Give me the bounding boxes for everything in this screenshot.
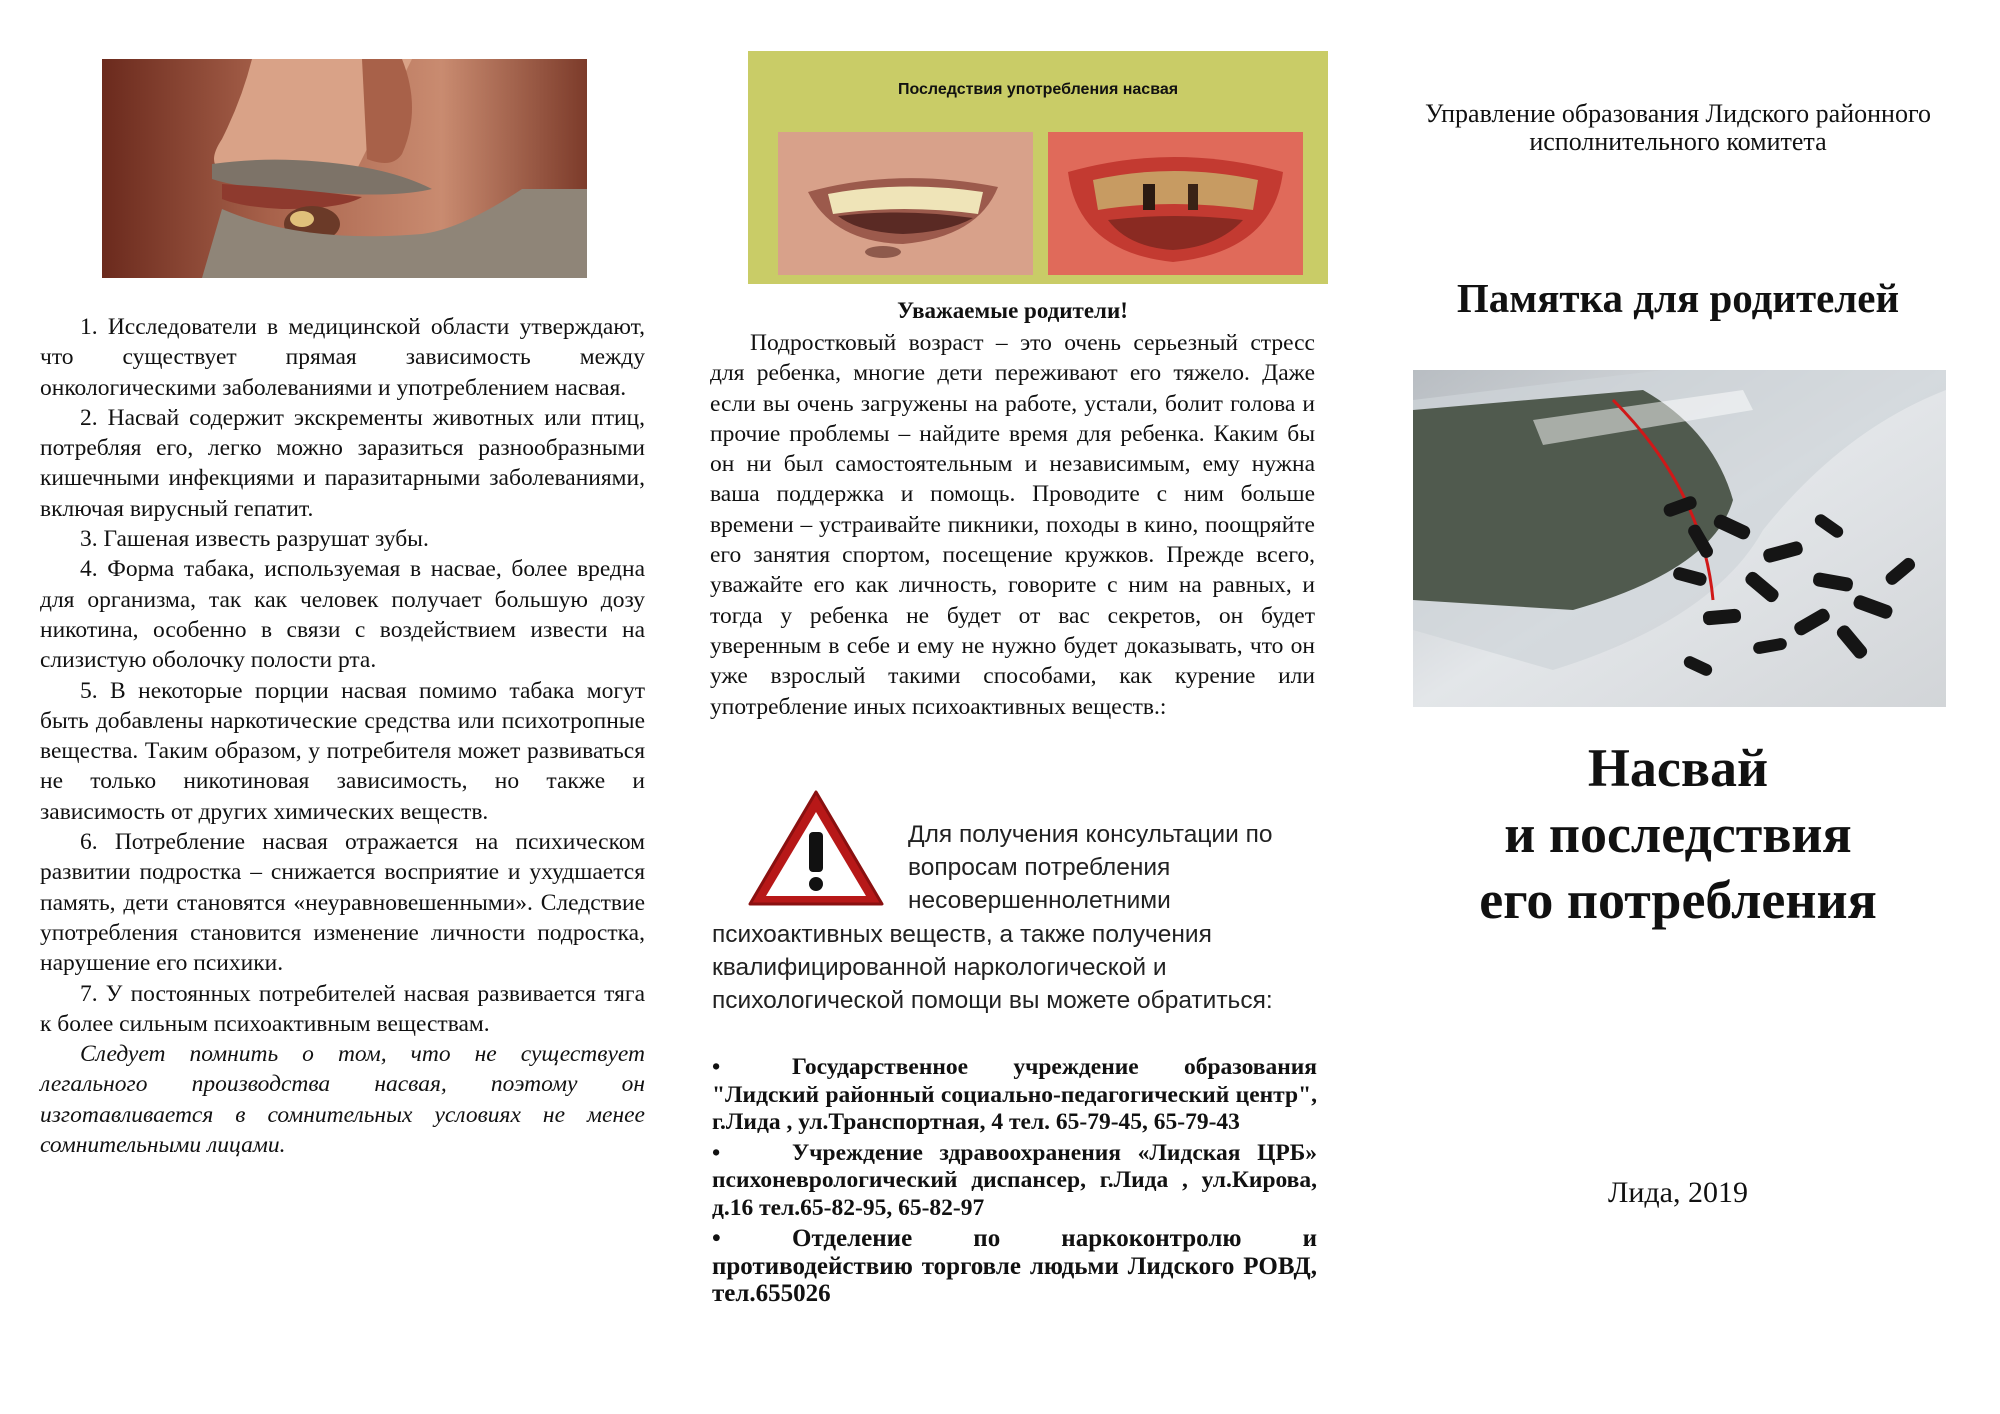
greeting-heading: Уважаемые родители! (897, 298, 1128, 323)
mouth-photo-left (778, 132, 1033, 275)
parents-column (710, 296, 1315, 722)
fact-item: 1. Исследователи в медицинской области утверждают, что существует прямая зависимость между онкологическими заболеваниями и употреблением насвая. (40, 314, 645, 401)
consult-lead: Для получения консультации по вопросам потребления несовершеннолетними (908, 821, 1273, 915)
photo-caption: Последствия употребления насвая (897, 81, 1179, 98)
department-name: Управление образования Лидского районного исполнительного комитета (1425, 99, 1931, 156)
warning-note: Следует помнить о том, что не существует легального производства насвая, поэтому он изготавливается в сомнительных условиях не менее сомнительными лицами. (40, 1041, 645, 1159)
main-title (1408, 735, 1948, 933)
consultation-text (712, 818, 1317, 1017)
fact-item: 4. Форма табака, используемая в насвае, более вредна для организма, так как человек получает большую дозу никотина, особенно в связи с воздействием извести на слизистую оболочку полости рта. (40, 556, 645, 674)
fact-item: 3. Гашеная известь разрушат зубы. (80, 526, 429, 553)
lips-lesion-photo (102, 59, 587, 278)
city-year: Лида, 2019 (1608, 1176, 1748, 1209)
mouth-photo-right (1048, 132, 1303, 275)
organizations-list (712, 1054, 1317, 1308)
org-item: • Отделение по наркоконтролю и противодействию торговле людьми Лидского РОВД, тел.655026 (712, 1225, 1317, 1307)
fact-item: 7. У постоянных потребителей насвая развивается тяга к более сильным психоактивным веществам. (40, 980, 645, 1037)
parents-paragraph: Подростковый возраст – это очень серьезный стресс для ребенка, многие дети переживают его тяжело. Даже если вы очень загружены на работе, устали, болит голова и прочие проблемы – найдите время для ребенка. Каким бы он ни был самостоятельным и независимым, ему нужна ваша поддержка и помощь. Проводите с ним больше времени – устраивайте пикники, походы в кино, поощряйте его занятия спортом, посещение кружков. Прежде всего, уважайте его как личность, говорите с ним на равных, и тогда у ребенка не будет от вас секретов, он будет уверенным в себе и ему не нужно будет доказывать, что он уже взрослый такими способами, как курение или употребление иных психоактивных веществ.: (710, 330, 1315, 720)
facts-column (40, 312, 645, 1160)
consult-rest: психоактивных веществ, а также получения квалифицированной наркологической и психологической помощи вы можете обратиться: (712, 920, 1273, 1015)
org-item: • Государственное учреждение образования "Лидский районный социально-педагогический центр", г.Лида , ул.Транспортная, 4 тел. 65-79-45, 65-79-43 (712, 1054, 1317, 1135)
title-line: его потребления (1479, 870, 1877, 930)
title-line: и последствия (1504, 804, 1852, 864)
org-item: • Учреждение здравоохранения «Лидская ЦРБ» психоневрологический диспансер, г.Лида , ул.Кирова, д.16 тел.65-82-95, 65-82-97 (712, 1139, 1317, 1221)
fact-item: 5. В некоторые порции насвая помимо табака могут быть добавлены наркотические средства или психотропные вещества. Таким образом, у потребителя может развиваться не только никотиновая зависимость, но также и зависимость от других химических веществ. (40, 677, 645, 825)
nasvay-bag-photo (1413, 370, 1946, 707)
fact-item: 6. Потребление насвая отражается на психическом развитии подростка – снижается восприятие и ухудшается память, дети становятся «неуравновешенными». Следствие употребления становится изменение личности подростка, нарушение его психики. (40, 829, 645, 977)
fact-item: 2. Насвай содержит экскременты животных или птиц, потребляя его, легко можно заразиться разнообразными кишечными инфекциями и паразитарными заболеваниями, включая вирусный гепатит. (40, 404, 645, 522)
consequences-photo (748, 51, 1328, 284)
memo-heading: Памятка для родителей (1456, 275, 1900, 321)
title-line: Насвай (1587, 738, 1769, 798)
